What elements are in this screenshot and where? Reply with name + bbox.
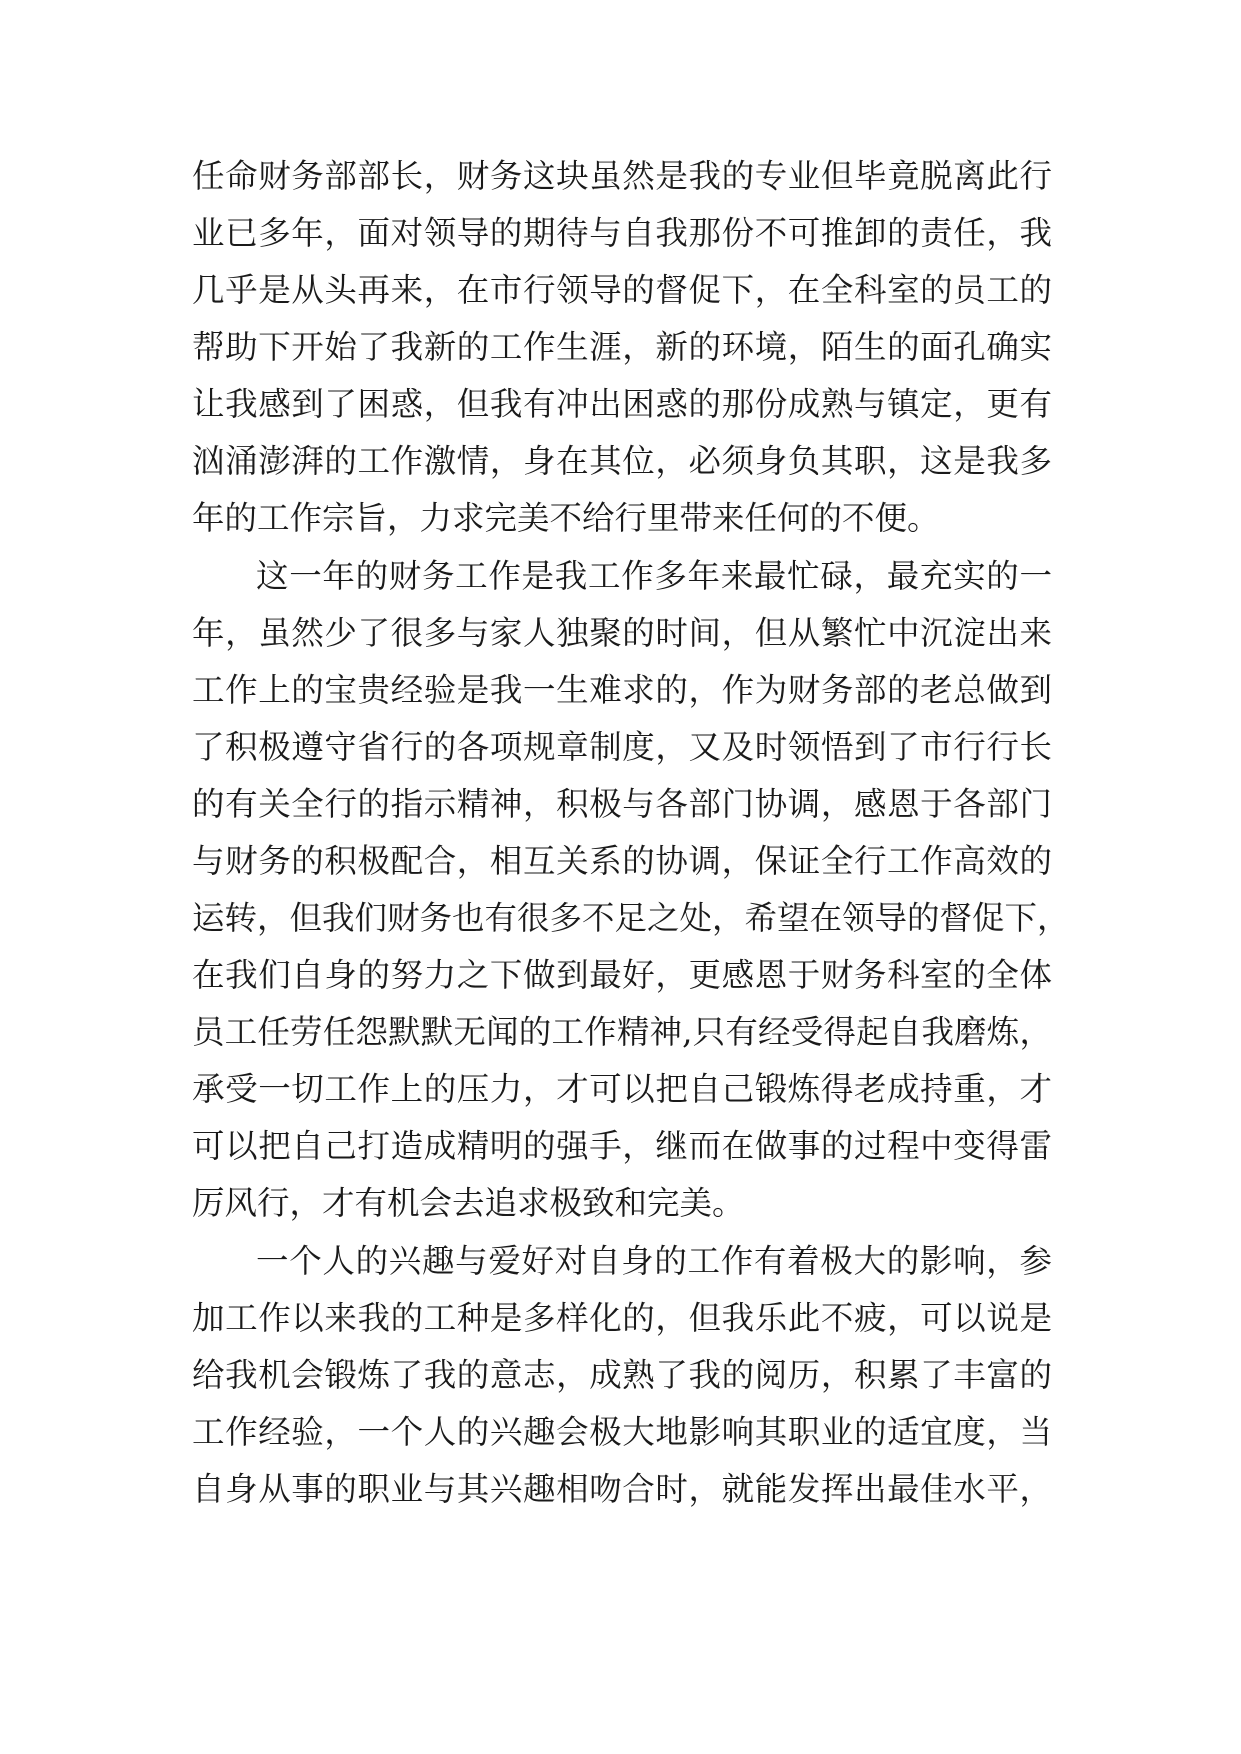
text-line: 在我们自身的努力之下做到最好，更感恩于财务科室的全体 (192, 956, 1052, 994)
text-line: 可以把自己打造成精明的强手，继而在做事的过程中变得雷 (192, 1127, 1052, 1165)
text-line: 任命财务部部长，财务这块虽然是我的专业但毕竟脱离此行 (192, 157, 1052, 195)
text-line: 几乎是从头再来，在市行领导的督促下，在全科室的员工的 (192, 271, 1052, 309)
text-line: 帮助下开始了我新的工作生涯，新的环境，陌生的面孔确实 (192, 328, 1052, 366)
text-line: 工作经验，一个人的兴趣会极大地影响其职业的适宜度，当 (192, 1413, 1052, 1451)
text-line: 运转，但我们财务也有很多不足之处，希望在领导的督促下， (192, 899, 1070, 937)
text-line: 年的工作宗旨，力求完美不给行里带来任何的不便。 (192, 499, 940, 537)
text-line: 与财务的积极配合，相互关系的协调，保证全行工作高效的 (192, 842, 1052, 880)
text-line: 厉风行，才有机会去追求极致和完美。 (192, 1184, 745, 1222)
text-line: 年，虽然少了很多与家人独聚的时间，但从繁忙中沉淀出来 (192, 614, 1052, 652)
text-line: 给我机会锻炼了我的意志，成熟了我的阅历，积累了丰富的 (192, 1356, 1052, 1394)
text-line: 业已多年，面对领导的期待与自我那份不可推卸的责任，我 (192, 214, 1052, 252)
text-line: 员工任劳任怨默默无闻的工作精神,只有经受得起自我磨炼， (192, 1013, 1052, 1051)
text-line: 自身从事的职业与其兴趣相吻合时，就能发挥出最佳水平， (192, 1470, 1052, 1508)
text-line: 承受一切工作上的压力，才可以把自己锻炼得老成持重，才 (192, 1070, 1052, 1108)
text-line: 汹涌澎湃的工作激情，身在其位，必须身负其职，这是我多 (192, 442, 1052, 480)
text-line: 加工作以来我的工种是多样化的，但我乐此不疲，可以说是 (192, 1299, 1052, 1337)
text-line: 一个人的兴趣与爱好对自身的工作有着极大的影响，参 (256, 1242, 1052, 1280)
text-line: 的有关全行的指示精神，积极与各部门协调，感恩于各部门 (192, 785, 1052, 823)
text-line: 这一年的财务工作是我工作多年来最忙碌，最充实的一 (256, 557, 1052, 595)
text-line: 工作上的宝贵经验是我一生难求的，作为财务部的老总做到 (192, 671, 1052, 709)
text-line: 让我感到了困惑，但我有冲出困惑的那份成熟与镇定，更有 (192, 385, 1052, 423)
text-line: 了积极遵守省行的各项规章制度，又及时领悟到了市行行长 (192, 728, 1052, 766)
